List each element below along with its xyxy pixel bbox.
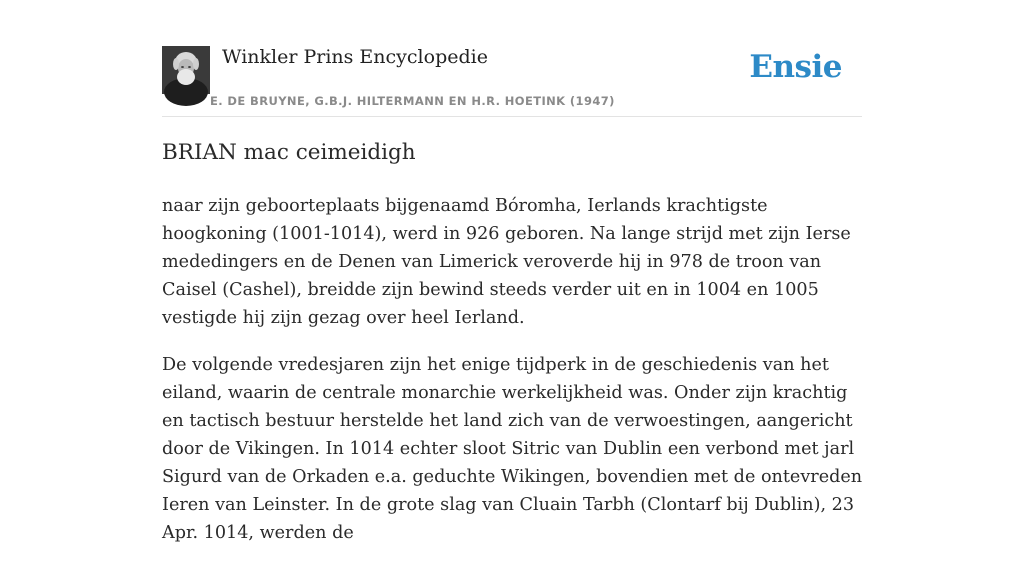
article-paragraph: De volgende vredesjaren zijn het enige tijdperk in de geschiedenis van het eiland, waarin de centrale monarchie werkelijkheid was. Onder zijn krachtig en tactisch bestuur herstelde het land zich van de verwoestingen, aangericht door de Vikingen. In 1014 echter sloot Sitric van Dublin een verbond met jarl Sigurd van de Orkaden e.a. geduchte Wikingen, bovendien met de ontevreden Ieren van Leinster. In de grote slag van Cluain Tarbh (Clontarf bij Dublin), 23 Apr. 1014, werden de	[162, 355, 863, 543]
ensie-logo-link[interactable]: Ensie	[749, 49, 842, 85]
author-portrait-icon	[162, 46, 210, 94]
author-avatar[interactable]	[162, 46, 210, 94]
site-header	[162, 44, 862, 117]
site-title[interactable]: Winkler Prins Encyclopedie	[222, 46, 488, 68]
article-title: BRIAN mac ceimeidigh	[162, 140, 416, 165]
author-byline[interactable]: E. DE BRUYNE, G.B.J. HILTERMANN EN H.R. HOETINK (1947)	[210, 94, 615, 108]
article-paragraph: naar zijn geboorteplaats bijgenaamd Bóromha, Ierlands krachtigste hoogkoning (1001-1014), werd in 926 geboren. Na lange strijd met zijn Ierse mededingers en de Denen van Limerick veroverde hij in 978 de troon van Caisel (Cashel), breidde zijn bewind steeds verder uit en in 1004 en 1005 vestigde hij zijn gezag over heel Ierland.	[162, 196, 851, 328]
article-body	[162, 192, 866, 566]
